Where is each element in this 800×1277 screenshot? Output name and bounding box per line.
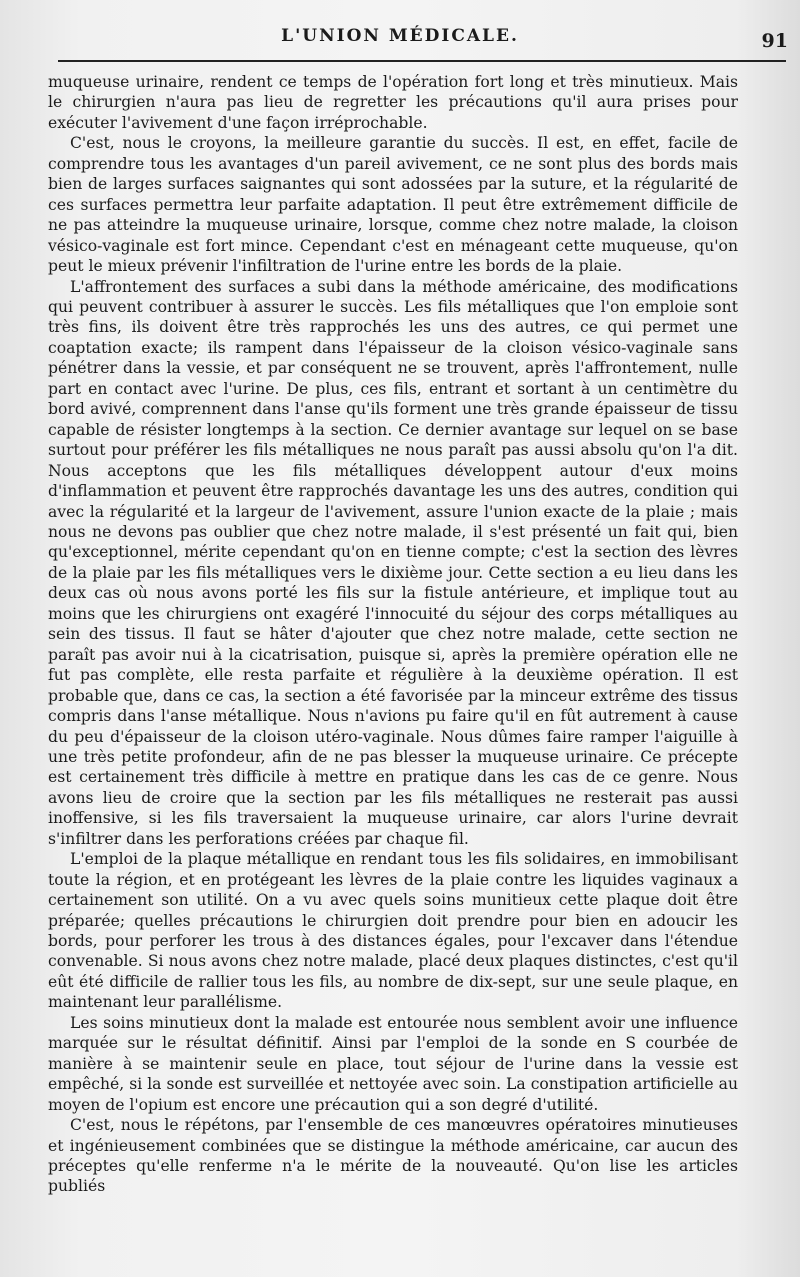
- header-rule: [58, 60, 786, 62]
- page-number: 91: [761, 30, 788, 52]
- paragraph-continuation: muqueuse urinaire, rendent ce temps de l'opération fort long et très minutieux. Mais le chirurgien n'aura pas lieu de regretter les précautions qu'il aura prises pour exécuter l'avivement d'une façon irréprochable.: [48, 73, 738, 132]
- paragraph-affrontement: L'affrontement des surfaces a subi dans la méthode américaine, des modifications qui peuvent contribuer à assurer le succès. Les fils métalliques que l'on emploie sont très fins, ils doivent être très rapprochés les uns des autres, ce qui permet une coaptation exacte; ils rampent dans l'épaisseur de la cloison vésico-vaginale sans pénétrer dans la vessie, et par conséquent ne se trouvent, après l'affrontement, nulle part en contact avec l'urine. De plus, ces fils, entrant et sortant à un centimètre du bord avivé, comprennent dans l'anse qu'ils forment une très grande épaisseur de tissu capable de résister longtemps à la section. Ce dernier avantage sur lequel on se base surtout pour préférer les fils métalliques ne nous paraît pas aussi absolu qu'on l'a dit. Nous acceptons que les fils métalliques développent autour d'eux moins d'inflammation et peuvent être rapprochés davantage les uns des autres, condition qui avec la régularité et la largeur de l'avivement, assure l'union exacte de la plaie ; mais nous ne devons pas oublier que chez notre malade, il s'est présenté un fait qui, bien qu'exceptionnel, mérite cependant qu'on en tienne compte; c'est la section des lèvres de la plaie par les fils métalliques vers le dixième jour. Cette section a eu lieu dans les deux cas où nous avons porté les fils sur la fistule antérieure, et implique tout au moins que les chirurgiens ont exagéré l'innocuité du séjour des corps métalliques au sein des tissus. Il faut se hâter d'ajouter que chez notre malade, cette section ne paraît pas avoir nui à la cicatrisation, puisque si, après la première opération elle ne fut pas complète, elle resta parfaite et régulière à la deuxième opération. Il est probable que, dans ce cas, la section a été favorisée par la minceur extrême des tissus compris dans l'anse métallique. Nous n'avions pu faire qu'il en fût autrement à cause du peu d'épaisseur de la cloison utéro-vaginale. Nous dûmes faire ramper l'aiguille à une très petite profondeur, afin de ne pas blesser la muqueuse urinaire. Ce précepte est certainement très difficile à mettre en pratique dans les cas de ce genre. Nous avons lieu de croire que la section par les fils métalliques ne resterait pas aussi inoffensive, si les fils traversaient la muqueuse urinaire, car alors l'urine devrait s'infiltrer dans les perforations créées par chaque fil.: [48, 277, 738, 848]
- paragraph-avivement: C'est, nous le croyons, la meilleure garantie du succès. Il est, en effet, facile de comprendre tous les avantages d'un pareil avivement, ce ne sont plus des bords mais bien de larges surfaces saignantes qui sont adossées par la suture, et la régularité de ces surfaces permettra leur parfaite adaptation. Il peut être extrêmement difficile de ne pas atteindre la muqueuse urinaire, lorsque, comme chez notre malade, la cloison vésico-vaginale est fort mince. Cependant c'est en ménageant cette muqueuse, qu'on peut le mieux prévenir l'infiltration de l'urine entre les bords de la plaie.: [48, 134, 738, 276]
- page-header: [0, 22, 800, 52]
- paragraph-conclusion: C'est, nous le répétons, par l'ensemble de ces manœuvres opératoires minutieuses et ingénieusement combinées que se distingue la méthode américaine, car aucun des préceptes qu'elle renferme n'a le mérite de la nouveauté. Qu'on lise les articles publiés: [48, 1116, 738, 1196]
- paragraph-plaque: L'emploi de la plaque métallique en rendant tous les fils solidaires, en immobilisant toute la région, et en protégeant les lèvres de la plaie contre les liquides vaginaux a certainement son utilité. On a vu avec quels soins munitieux cette plaque doit être préparée; quelles précautions le chirurgien doit prendre pour bien en adoucir les bords, pour perforer les trous à des distances égales, pour l'excaver dans l'étendue convenable. Si nous avons chez notre malade, placé deux plaques distinctes, c'est qu'il eût été difficile de rallier tous les fils, au nombre de dix-sept, sur une seule plaque, en maintenant leur parallélisme.: [48, 850, 738, 1012]
- running-title: L'UNION MÉDICALE.: [281, 26, 519, 46]
- paragraph-soins: Les soins minutieux dont la malade est entourée nous semblent avoir une influence marquée sur le résultat définitif. Ainsi par l'emploi de la sonde en S courbée de manière à se maintenir seule en place, tout séjour de l'urine dans la vessie est empêché, si la sonde est surveillée et nettoyée avec soin. La constipation artificielle au moyen de l'opium est encore une précaution qui a son degré d'utilité.: [48, 1013, 738, 1114]
- article-body: [48, 72, 738, 1197]
